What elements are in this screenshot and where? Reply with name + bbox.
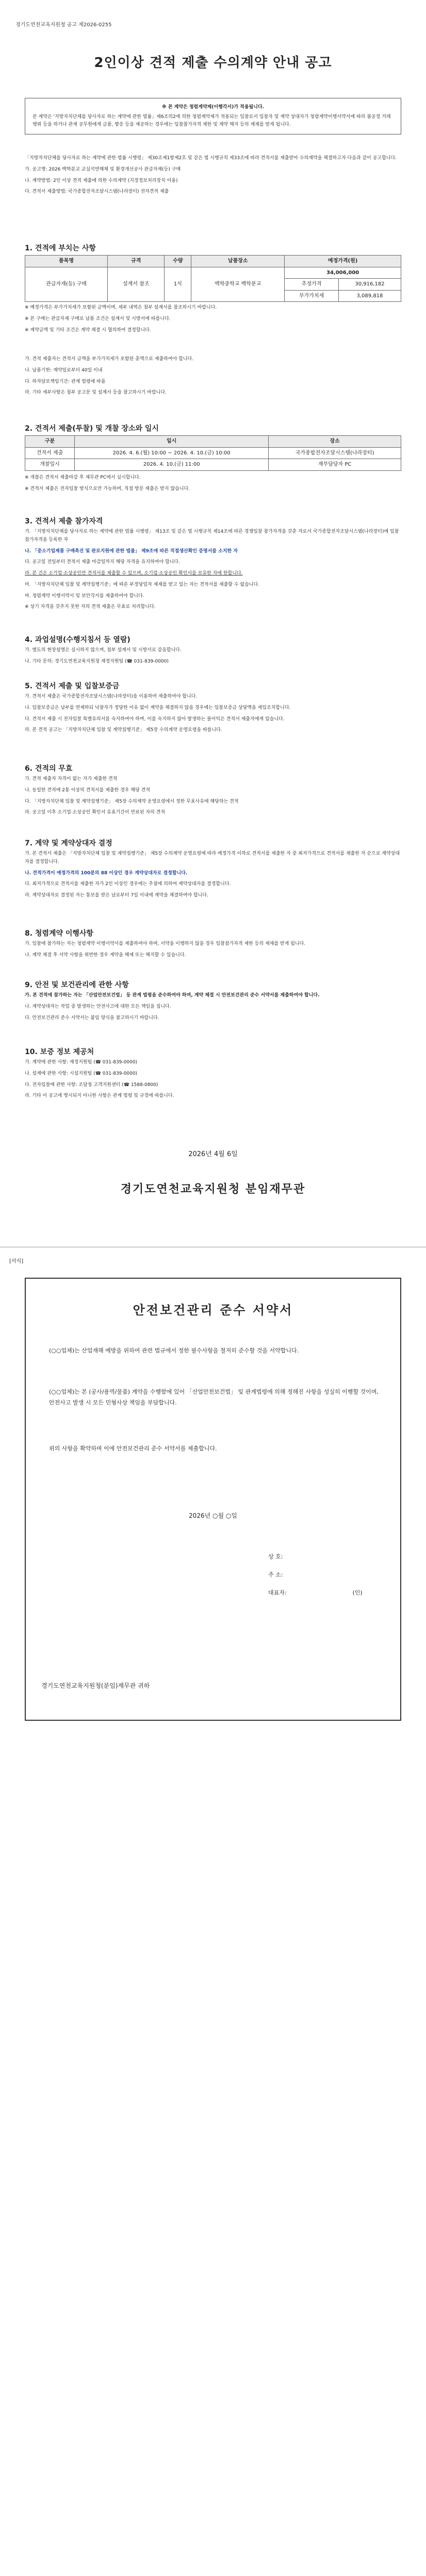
note: ※ 계약금액 및 기타 조건은 계약 체결 시 협의하여 결정합니다. — [25, 327, 151, 333]
pledge-recipient: 경기도연천교육지원청(분임)재무관 귀하 — [41, 1682, 150, 1689]
sign-rep-label: 대표자: — [268, 1589, 287, 1596]
section-5-body — [25, 693, 401, 738]
table-header: 규격 — [108, 256, 165, 267]
section-6-body — [25, 775, 401, 820]
seal-mark: (인) — [352, 1589, 363, 1596]
pledge-paragraph: 위의 사항을 확약하며 이에 안전보건관리 준수 서약서를 제출합니다. — [49, 1445, 217, 1452]
table-cell: 관급자재(등) 구매 — [25, 267, 108, 302]
intro-paragraph: 나. 계약방법: 2인 이상 견적 제출에 의한 수의계약 (지정정보처리장치 이용) — [25, 178, 178, 183]
issuer-name: 경기도연천교육지원청 분임재무관 — [120, 1183, 306, 1196]
table-header: 일시 — [74, 436, 268, 448]
table-cell: 재무담당자 PC — [269, 459, 401, 471]
section-7-title: 7. 계약 및 계약상대자 결정 — [25, 839, 112, 848]
list-item: 다. 하자담보책임기간: 관계 법령에 따름 — [25, 379, 106, 384]
list-item: 가. 본 견적서 제출은 「지방자치단체 입찰 및 계약집행기준」 제5장 수의계약 운영요령에 따라 예정가격 이하로 견적서를 제출한 자 중 최저가격으로 견적서를 제출한 자 순으로 계약상대자를 결정합니다. — [25, 851, 400, 865]
pledge-title: 안전보건관리 준수 서약서 — [133, 1303, 293, 1317]
list-item: 나. 납품기한: 계약일로부터 40일 이내 — [25, 367, 103, 373]
pledge-paragraph: (○○업체)는 산업재해 예방을 위하여 관련 법규에서 정한 필수사항을 철저히 준수할 것을 서약합니다. — [49, 1347, 299, 1354]
list-item: 다. 안전보건관리 준수 서약서는 붙임 양식을 참고하시기 바랍니다. — [25, 1015, 159, 1021]
notice-heading: ※ 본 계약은 청렴계약제(이행각서)가 적용됩니다. — [161, 105, 265, 110]
table-header: 장소 — [269, 436, 401, 448]
list-item: 나. 계약상대자는 작업 중 발생하는 안전사고에 대한 모든 책임을 집니다. — [25, 1004, 171, 1009]
intro-section — [25, 155, 401, 199]
section-3-title: 3. 견적서 제출 참가자격 — [25, 517, 103, 526]
schedule-table — [25, 435, 401, 471]
table-cell: 백학중학교 백학분교 — [191, 267, 285, 302]
table-cell: 국가종합전자조달시스템(나라장터) — [269, 447, 401, 459]
footnote: ※ 상기 자격을 갖추지 못한 자의 견적 제출은 무효로 처리합니다. — [25, 604, 156, 610]
table-cell: 설계서 참조 — [108, 267, 165, 302]
section-7-body — [25, 850, 401, 903]
list-item: 가. 별도의 현장설명은 실시하지 않으며, 첨부 설계서 및 시방서로 갈음합니다. — [25, 648, 182, 653]
list-item: 라. 공고일 이후 소기업·소상공인 확인서 유효기간이 만료된 자의 견적 — [25, 810, 166, 816]
table-row — [25, 459, 401, 471]
list-item: 다. 최저가격으로 견적서를 제출한 자가 2인 이상인 경우에는 추첨에 의하여 계약상대자를 결정합니다. — [25, 882, 231, 887]
list-item: 나. 견적가격이 예정가격의 100분의 88 이상인 경우 계약상대자로 결정합니다. — [25, 870, 188, 876]
note: ※ 예정가격은 부가가치세가 포함된 금액이며, 세부 내역은 첨부 설계서를 참조하시기 바랍니다. — [25, 305, 217, 310]
intro-paragraph: 가. 공고명: 2026 백학분교 교실석면해체 및 환경개선공사 관급자재(등) 구매 — [25, 166, 181, 172]
section-8-title: 8. 청렴계약 이행사항 — [25, 929, 93, 938]
list-item: 나. 설계에 관한 사항: 시설지원팀 (☎ 031-839-0000) — [25, 1071, 138, 1076]
attachment-label: [서식] — [9, 1259, 24, 1264]
section-3-body — [25, 528, 401, 615]
list-item: 마. 「지방자치단체 입찰 및 계약집행기준」에 따른 부정당업자 제재를 받고 있는 자는 견적서를 제출할 수 없습니다. — [25, 582, 260, 587]
table-row — [25, 447, 401, 459]
table-row — [25, 267, 401, 279]
table-cell: 3,089,818 — [338, 290, 401, 302]
pledge-date: 2026년 ○월 ○일 — [189, 1512, 237, 1519]
section-6-title: 6. 견적의 무효 — [25, 765, 73, 773]
table-cell: 2026. 4. 10.(금) 11:00 — [74, 459, 268, 471]
list-item: 가. 입찰에 참가하는 자는 청렴계약 이행서약서를 제출하여야 하며, 서약을 이행하지 않을 경우 입찰참가자격 제한 등의 제재를 받게 됩니다. — [25, 941, 306, 946]
pledge-paragraph: (○○업체)는 본 (공사/용역/물품) 계약을 수행함에 있어 「산업안전보건법」 및 관계법령에 의해 정해진 사항을 성실히 이행할 것이며, 안전사고 발생 시 모든 민형사상 책임을 부담합니다. — [49, 1388, 379, 1406]
table-cell: 1식 — [165, 267, 191, 302]
list-item: 라. 기타 세부사항은 첨부 공고문 및 설계서 등을 참고하시기 바랍니다. — [25, 390, 167, 396]
safety-pledge-form — [25, 1278, 401, 1721]
list-item: 가. 계약에 관한 사항: 재정지원팀 (☎ 031-839-0000) — [25, 1060, 138, 1065]
table-cell: 개찰일시 — [25, 459, 75, 471]
sign-address-label: 주 소: — [268, 1571, 283, 1578]
list-item: 가. 견적 제출자 자격이 없는 자가 제출한 견적 — [25, 776, 118, 782]
sign-company-row — [268, 1552, 304, 1562]
section-1-extra — [25, 355, 401, 400]
section-1-notes — [25, 304, 401, 337]
list-item: 나. 입찰보증금은 납부를 면제하되 낙찰자가 정당한 이유 없이 계약을 체결하지 않을 경우에는 입찰보증금 상당액을 세입조치합니다. — [25, 705, 291, 710]
list-item: 라. 계약상대자로 결정된 자는 통보를 받은 날로부터 7일 이내에 계약을 체결하여야 합니다. — [25, 893, 208, 898]
table-cell: 견적서 제출 — [25, 447, 75, 459]
list-item: 나. 「중소기업제품 구매촉진 및 판로지원에 관한 법률」 제9조에 따른 직접생산확인 증명서를 소지한 자 — [25, 548, 238, 554]
list-item: 가. 견적 제출자는 견적서 금액을 부가가치세가 포함된 총액으로 제출하여야 합니다. — [25, 357, 194, 362]
sign-rep-row — [268, 1588, 363, 1598]
note: ※ 견적서 제출은 전자입찰 방식으로만 가능하며, 직접 방문 제출은 받지 않습니다. — [25, 486, 190, 492]
sign-company-label: 상 호: — [268, 1553, 283, 1560]
table-header: 납품장소 — [191, 256, 285, 267]
list-item: 라. 본 건은 소기업·소상공인만 견적서를 제출할 수 있으며, 소기업·소상공인 확인서를 보유한 자에 한합니다. — [25, 571, 243, 576]
integrity-notice-box — [25, 98, 401, 134]
intro-paragraph: 「지방자치단체를 당사자로 하는 계약에 관한 법률 시행령」 제30조제1항제2호 및 같은 법 시행규칙 제33조에 따라 견적서를 제출받아 수의계약을 체결하고자 다음과 같이 공고합니다. — [25, 156, 397, 161]
table-header: 품목명 — [25, 256, 108, 267]
list-item: 가. 「지방자치단체를 당사자로 하는 계약에 관한 법률 시행령」 제13조 및 같은 법 시행규칙 제14조에 따른 경쟁입찰 참가자격을 갖춘 자로서 국가종합전자조달시스템(나라장터)에 입찰참가자격을 등록한 자 — [25, 529, 399, 543]
table-header: 구분 — [25, 436, 75, 448]
table-cell: 추정가격 — [285, 279, 339, 291]
list-item: 라. 기타 이 공고에 명시되지 아니한 사항은 관계 법령 및 규정에 따릅니다. — [25, 1093, 174, 1099]
table-header-row — [25, 256, 401, 267]
section-8-body — [25, 940, 401, 963]
section-4-body — [25, 647, 401, 669]
list-item: 다. 공고일 전일부터 견적서 제출 마감일까지 해당 자격을 유지하여야 합니다. — [25, 560, 180, 565]
list-item: 나. 기타 문의: 경기도연천교육지원청 재정지원팀 (☎ 031-839-0000) — [25, 658, 169, 664]
list-item: 다. 전자입찰에 관한 사항: 조달청 고객지원센터 (☎ 1588-0800) — [25, 1082, 158, 1088]
notice-body: 본 계약은 '지방자치단체를 당사자로 하는 계약에 관한 법률」제6조의2에 의한 청렴계약제가 적용되는 입찰로서 입찰자 및 계약 상대자가 청렴계약이행서약서에 따라 불공정 거래행위 등을 하거나 관계 공무원에게 금품, 향응 등을 제공하는 경우에는 입찰참가자격 제한 및 계약 해지 등의 제재를 받게 됩니다. — [32, 114, 391, 127]
section-2-title: 2. 견적서 제출(투찰) 및 개찰 장소와 일시 — [25, 425, 159, 433]
table-cell: 2026. 4. 6.(월) 10:00 ~ 2026. 4. 10.(금) 10:00 — [74, 447, 268, 459]
section-5-title: 5. 견적서 제출 및 입찰보증금 — [25, 682, 120, 690]
list-item: 가. 견적서 제출은 국가종합전자조달시스템(나라장터)을 이용하여 제출하여야 합니다. — [25, 694, 198, 699]
table-header: 예정가격(원) — [285, 256, 401, 267]
list-item: 나. 동일한 견적에 2통 이상의 견적서를 제출한 경우 해당 견적 — [25, 787, 150, 793]
section-1-title: 1. 견적에 부치는 사항 — [25, 244, 96, 252]
table-cell: 34,006,000 — [285, 267, 401, 279]
intro-paragraph: 다. 견적서 제출방법: 국가종합전자조달시스템(나라장터) 전자견적 제출 — [25, 189, 169, 195]
section-10-title: 10. 보증 정보 제공처 — [25, 1048, 94, 1056]
list-item: 나. 계약 체결 후 서약 사항을 위반한 경우 계약을 해제 또는 해지할 수 있습니다. — [25, 952, 186, 958]
list-item: 다. 견적서 제출 시 전자입찰 특별유의서를 숙지하여야 하며, 이를 숙지하지 않아 발생하는 불이익은 견적서 제출자에게 있습니다. — [25, 716, 285, 722]
section-2-notes — [25, 474, 401, 497]
table-header-row — [25, 436, 401, 448]
note: ※ 본 구매는 관급자재 구매로 납품 조건은 설계서 및 시방서에 따릅니다. — [25, 316, 171, 321]
sign-address-row — [268, 1570, 304, 1580]
section-9-title: 9. 안전 및 보건관리에 관한 사항 — [25, 981, 129, 989]
issue-date: 2026년 4월 6일 — [188, 1150, 238, 1158]
section-4-title: 4. 과업설명(수행지침서 등 열람) — [25, 636, 130, 644]
section-9-body — [25, 992, 401, 1025]
section-10-body — [25, 1059, 401, 1104]
doc-header: 경기도연천교육지원청 공고 제2026-0255 — [15, 22, 112, 28]
table-header: 수량 — [165, 256, 191, 267]
page-title: 2인이상 견적 제출 수의계약 안내 공고 — [94, 55, 332, 71]
list-item: 다. 「지방자치단체 입찰 및 계약집행기준」 제5장 수의계약 운영요령에서 정한 무효사유에 해당하는 견적 — [25, 799, 239, 804]
note: ※ 개찰은 견적서 제출마감 후 재무관 PC에서 실시합니다. — [25, 475, 141, 480]
list-item: 가. 본 견적에 참가하는 자는 「산업안전보건법」 등 관계 법령을 준수하여야 하며, 계약 체결 시 안전보건관리 준수 서약서를 제출하여야 합니다. — [25, 993, 320, 998]
table-cell: 30,916,182 — [338, 279, 401, 291]
items-table — [25, 255, 401, 302]
list-item: 라. 본 견적 공고는 「지방자치단체 입찰 및 계약집행기준」 제5장 수의계약 운영요령을 따릅니다. — [25, 727, 222, 733]
list-item: 바. 청렴계약 이행서약서 및 보안각서를 제출하여야 합니다. — [25, 593, 144, 599]
table-cell: 부가가치세 — [285, 290, 339, 302]
